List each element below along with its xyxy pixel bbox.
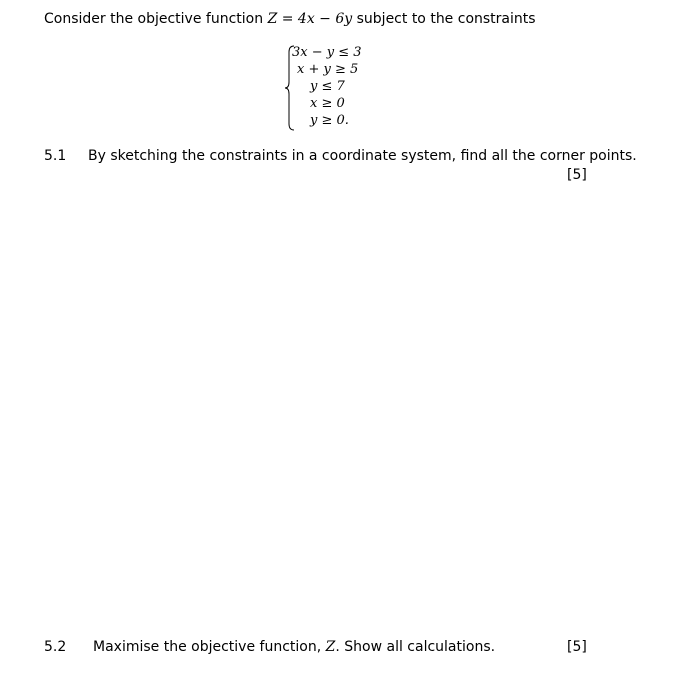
question-5-1-number: 5.1 [44, 148, 67, 164]
question-5-2-marks: [5] [567, 639, 587, 655]
constraint-1: 3x − y ≤ 3 [292, 45, 362, 60]
intro-suffix: subject to the constraints [356, 11, 536, 27]
constraint-5: y ≥ 0. [310, 113, 349, 128]
question-5-2-variable: Z [325, 639, 336, 655]
constraint-2: x + y ≥ 5 [297, 62, 359, 77]
question-5-1-marks: [5] [567, 167, 587, 183]
constraint-4: x ≥ 0 [310, 96, 345, 111]
intro-prefix: Consider the objective function [44, 11, 264, 27]
question-5-2-text-after: . Show all calculations. [335, 639, 496, 655]
objective-function: Z = 4x − 6y [267, 11, 353, 27]
question-5-1-text: By sketching the constraints in a coordinate system, find all the corner points. [88, 148, 637, 164]
constraint-3: y ≤ 7 [310, 79, 345, 94]
question-5-2-text-before: Maximise the objective function, [93, 639, 322, 655]
question-5-2-number: 5.2 [44, 639, 67, 655]
question-5-2-text [93, 639, 495, 655]
intro-text [44, 11, 536, 27]
constraint-system [284, 44, 374, 132]
